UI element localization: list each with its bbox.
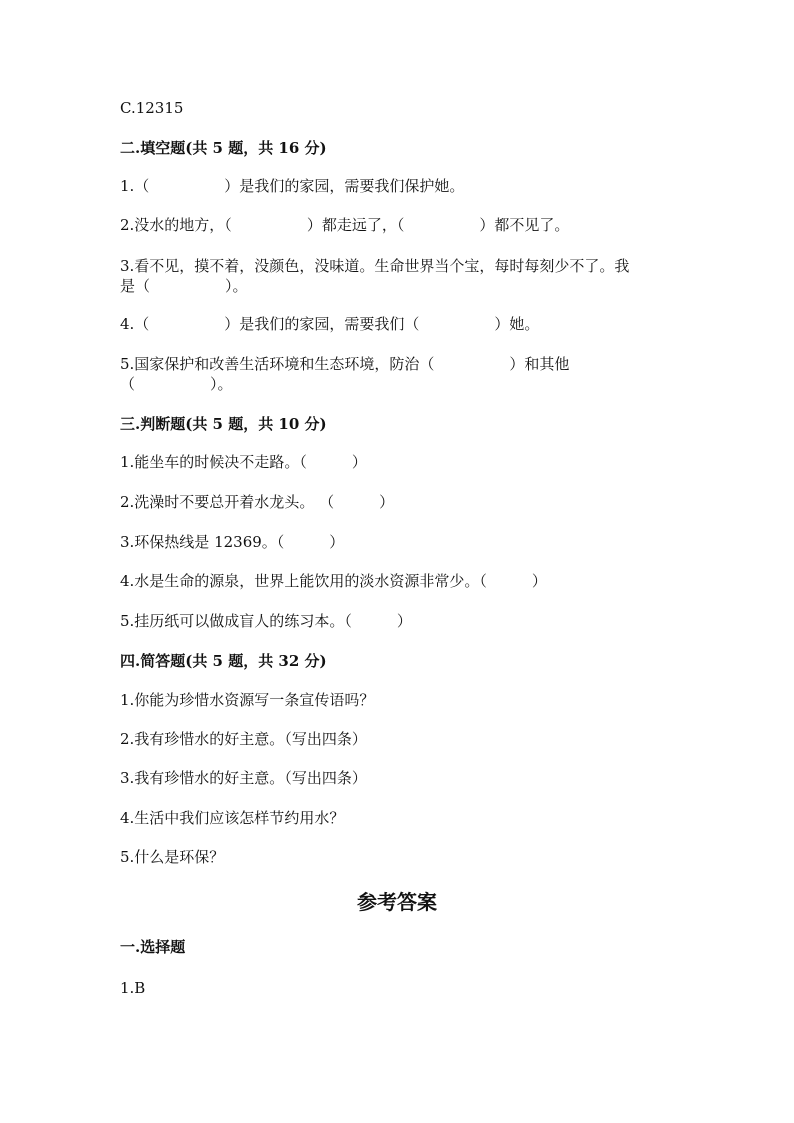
section-3-heading: 三.判断题(共 5 题，共 10 分) [120, 415, 327, 433]
fill-question-4: 4.（ ）是我们的家园，需要我们（ ）她。 [120, 315, 540, 333]
judge-question-1: 1.能坐车的时候决不走路。（ ） [120, 453, 367, 471]
judge-question-2: 2.洗澡时不要总开着水龙头。 （ ） [120, 493, 395, 511]
short-question-2: 2.我有珍惜水的好主意。（写出四条） [120, 730, 367, 748]
fill-question-1: 1.（ ）是我们的家园，需要我们保护她。 [120, 177, 465, 195]
fill-question-3-line-1: 3.看不见，摸不着，没颜色，没味道。生命世界当个宝，每时每刻少不了。我 [120, 257, 630, 275]
answer-key-title: 参考答案 [357, 890, 437, 914]
answer-1: 1.B [120, 979, 146, 997]
short-question-1: 1.你能为珍惜水资源写一条宣传语吗？ [120, 691, 375, 709]
short-question-3: 3.我有珍惜水的好主意。（写出四条） [120, 769, 367, 787]
judge-question-3: 3.环保热线是 12369。（ ） [120, 533, 345, 551]
short-question-5: 5.什么是环保？ [120, 848, 225, 866]
section-4-heading: 四.简答题(共 5 题，共 32 分) [120, 652, 327, 670]
judge-question-5: 5.挂历纸可以做成盲人的练习本。（ ） [120, 612, 412, 630]
section-2-heading: 二.填空题(共 5 题，共 16 分) [120, 139, 327, 157]
fill-question-5-line-1: 5.国家保护和改善生活环境和生态环境，防治（ ）和其他 [120, 355, 570, 373]
fill-question-5-line-2: （ ）。 [120, 375, 233, 393]
judge-question-4: 4.水是生命的源泉，世界上能饮用的淡水资源非常少。（ ） [120, 572, 547, 590]
fill-question-3-line-2: 是（ ）。 [120, 277, 248, 295]
option-c: C.12315 [120, 99, 184, 117]
fill-question-2: 2.没水的地方，（ ）都走远了，（ ）都不见了。 [120, 216, 570, 234]
answer-section-1-heading: 一.选择题 [120, 938, 186, 956]
short-question-4: 4.生活中我们应该怎样节约用水？ [120, 809, 345, 827]
